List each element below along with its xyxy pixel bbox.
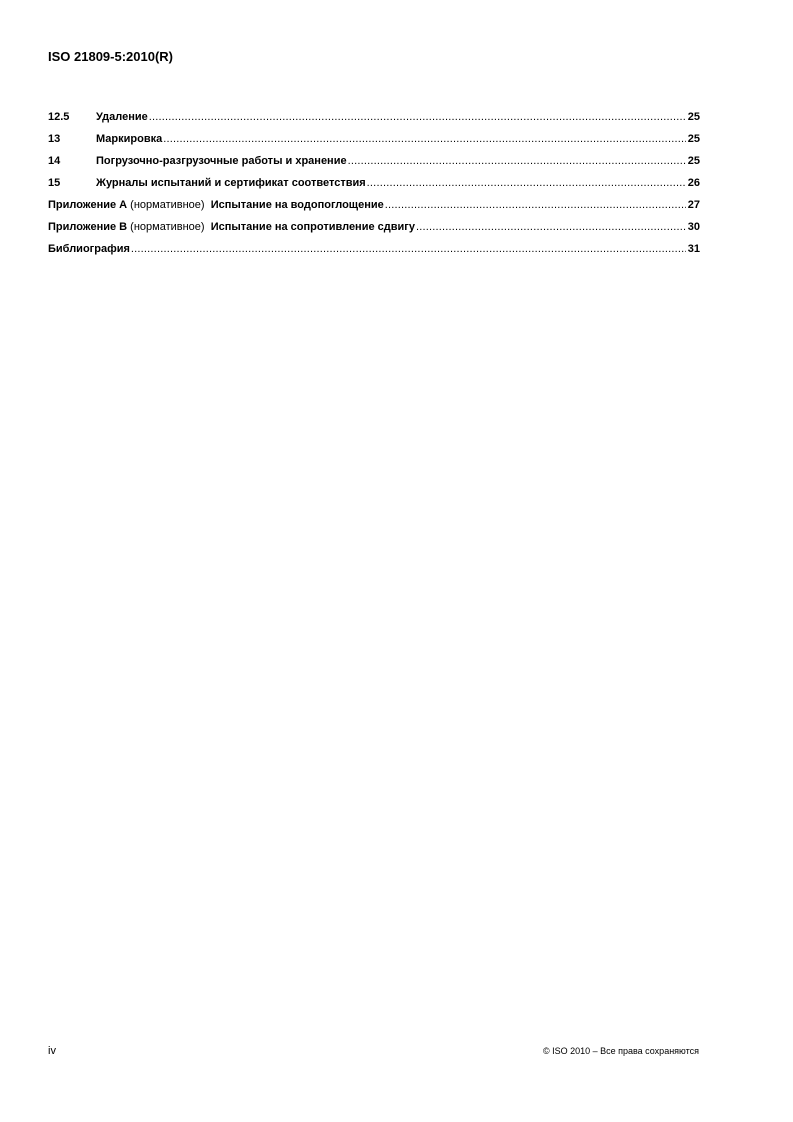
toc-entry[interactable] [48,133,700,155]
toc-leader [149,111,686,123]
page-number: iv [48,1045,56,1057]
toc-number: 13 [48,133,61,145]
toc-title: Удаление [96,111,148,123]
toc-page: 25 [687,155,700,167]
toc-number: 12.5 [48,111,70,123]
toc-number: 15 [48,177,61,189]
annex-label: Приложение A [48,199,128,211]
toc-leader [131,243,686,255]
copyright-notice: © ISO 2010 – Все права сохраняются [542,1046,699,1056]
toc-entry-annex-a[interactable] [48,199,700,221]
toc-page: 25 [687,111,700,123]
toc-title: Библиография [48,243,130,255]
annex-qualifier: (нормативное) [130,221,205,233]
toc-leader [416,221,686,233]
toc-number: 14 [48,155,61,167]
toc-title: Испытание на водопоглощение [210,199,384,211]
toc-title: Испытание на сопротивление сдвигу [210,221,415,233]
toc-leader [385,199,686,211]
annex-qualifier: (нормативное) [130,199,205,211]
toc-leader [367,177,686,189]
toc-leader [163,133,686,145]
toc-leader [348,155,686,167]
toc-entry[interactable] [48,111,700,133]
document-header: ISO 21809-5:2010(R) [48,49,174,64]
toc-page: 25 [687,133,700,145]
toc-title: Маркировка [96,133,163,145]
toc-entry[interactable] [48,155,700,177]
toc-page: 26 [687,177,700,189]
toc-page: 27 [687,199,700,211]
toc-entry[interactable] [48,177,700,199]
toc-title: Погрузочно-разгрузочные работы и хранение [96,155,347,167]
table-of-contents [48,111,700,265]
toc-page: 31 [687,243,700,255]
toc-title: Журналы испытаний и сертификат соответствия [96,177,366,189]
toc-entry-bibliography[interactable] [48,243,700,265]
toc-entry-annex-b[interactable] [48,221,700,243]
annex-label: Приложение B [48,221,128,233]
toc-page: 30 [687,221,700,233]
